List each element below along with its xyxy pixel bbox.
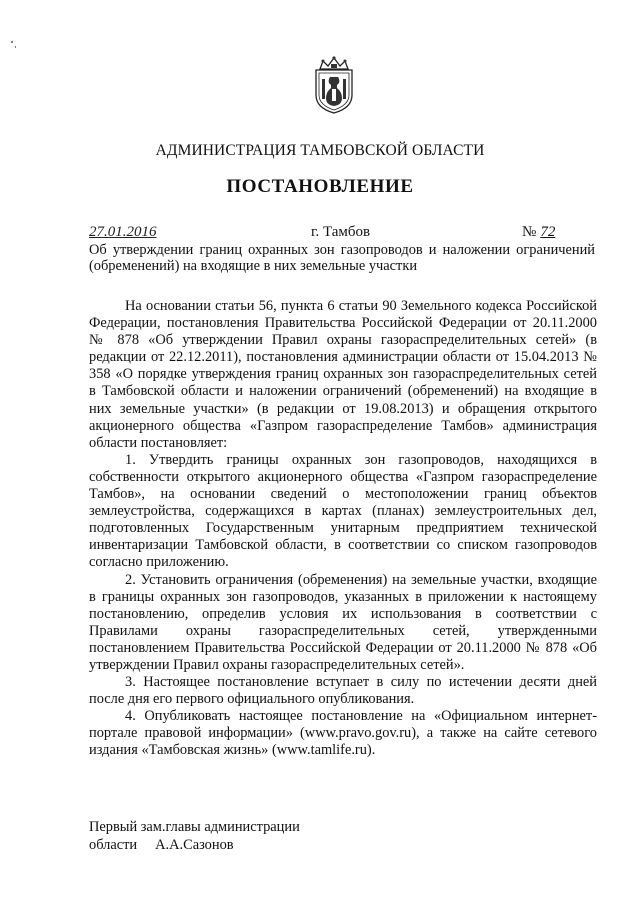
document-city: г. Тамбов bbox=[311, 224, 371, 240]
clause-paragraph: 4. Опубликовать настоящее постановление на «Официальном интернет-портале правовой информации» (www.pravo.gov.ru), а также на сайте сетевого издания «Тамбовская жизнь» (www.tamlife.ru). bbox=[89, 708, 597, 759]
signer-line bbox=[89, 836, 300, 854]
document-number bbox=[522, 224, 555, 241]
document-subject: Об утверждении границ охранных зон газопроводов и наложении ограничений (обременений) на входящие в них земельные участки bbox=[89, 242, 595, 274]
document-body bbox=[89, 298, 597, 760]
signer-position-cont: области bbox=[89, 837, 138, 853]
number-label: № bbox=[522, 224, 537, 240]
clause-paragraph: 2. Установить ограничения (обременения) на земельные участки, входящие в границы охранных зон газопроводов, указанных в приложении к настоящему постановлению, определив условия их использования в соответствии с Правилами охраны газораспределительных сетей, утвержденными постановлением Правительства Российской Федерации от 20.11.2000 № 878 «Об утверждении Правил охраны газораспределительных сетей». bbox=[89, 571, 597, 673]
number-value: 72 bbox=[540, 224, 556, 240]
coat-of-arms-emblem bbox=[309, 55, 359, 115]
signature-block bbox=[89, 818, 300, 854]
document-date: 27.01.2016 bbox=[89, 224, 157, 240]
document-title: ПОСТАНОВЛЕНИЕ bbox=[226, 176, 414, 197]
clause-paragraph: 3. Настоящее постановление вступает в силу по истечении десяти дней после дня его первого официального опубликования. bbox=[89, 674, 597, 708]
signer-position: Первый зам.главы администрации bbox=[89, 819, 300, 835]
scan-speck bbox=[15, 46, 16, 48]
scan-speck bbox=[11, 41, 13, 43]
clause-paragraph: 1. Утвердить границы охранных зон газопроводов, находящихся в собственности открытого акционерного общества «Газпром газораспределение Тамбов», на основании сведений о местоположении границ объектов землеустройства, содержащихся в картах (планах) землеустроительных дел, подготовленных Государственным унитарным предприятием технической инвентаризации Тамбовской области, в соответствии со списком газопроводов согласно приложению. bbox=[89, 451, 597, 571]
organization-name: АДМИНИСТРАЦИЯ ТАМБОВСКОЙ ОБЛАСТИ bbox=[155, 142, 485, 159]
signer-name: А.А.Сазонов bbox=[155, 837, 234, 853]
preamble-paragraph: На основании статьи 56, пункта 6 статьи 90 Земельного кодекса Российской Федерации, постановления Правительства Российской Федерации от 20.11.2000 № 878 «Об утверждении Правил охраны газораспределительных сетей» (в редакции от 22.12.2011), постановления администрации области от 15.04.2013 № 358 «О порядке утверждения границ охранных зон газораспределительных сетей в Тамбовской области и наложении ограничений (обременений) на входящие в них земельные участки» (в редакции от 19.08.2013) и обращения открытого акционерного общества «Газпром газораспределение Тамбов» администрация области постановляет: bbox=[89, 298, 597, 451]
